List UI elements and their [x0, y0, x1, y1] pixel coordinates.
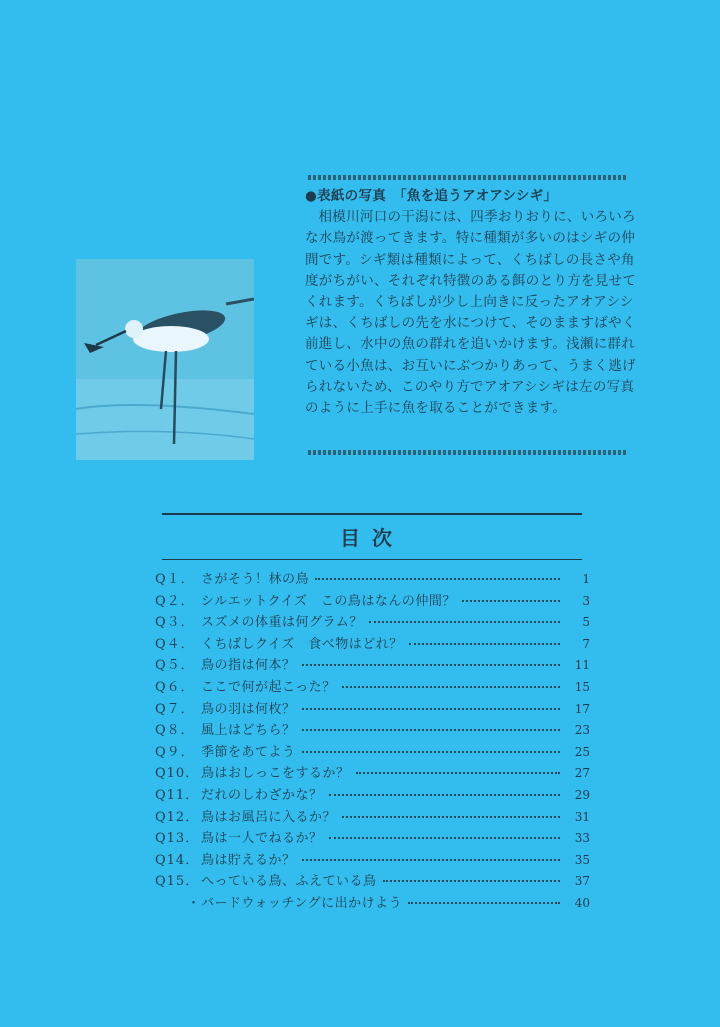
toc-item-title: へっている鳥、ふえている鳥	[201, 874, 377, 890]
toc-item-title: 鳥の指は何本？	[201, 658, 296, 674]
toc-item-title: 鳥は貯えるか？	[201, 852, 296, 868]
toc-leader-dots	[356, 771, 560, 774]
toc-item-number: Q12．	[155, 809, 200, 825]
toc-leader-dots	[329, 836, 560, 839]
toc-item-number: Q11．	[155, 787, 200, 803]
toc-item-page: 29	[574, 787, 590, 802]
toc-item-page: 17	[574, 701, 590, 716]
toc-item-number: Q５．	[155, 658, 195, 674]
toc-leader-dots	[342, 685, 560, 688]
toc-item-page: 33	[574, 831, 590, 846]
toc-item	[155, 569, 590, 591]
toc-item	[155, 699, 590, 721]
toc-item-title: さがそう！林の鳥	[201, 572, 310, 587]
toc-item-number: ・	[186, 895, 201, 911]
toc-leader-dots	[342, 815, 560, 818]
toc-item-title: 鳥は一人でねるか？	[201, 831, 323, 847]
toc-item-title: だれのしわざかな？	[201, 787, 323, 803]
toc-item-page: 5	[582, 615, 590, 630]
toc-item-number: Q８．	[155, 723, 195, 739]
toc-item-page: 27	[574, 766, 590, 781]
toc-item-number: Q９．	[155, 744, 195, 760]
toc-item-number: Q２．	[155, 593, 195, 609]
toc-item-number: Q10．	[155, 766, 200, 782]
toc-item	[155, 655, 590, 677]
toc-item-title: 鳥はお風呂に入るか？	[201, 809, 337, 825]
toc-leader-dots	[302, 858, 560, 861]
toc-item	[155, 871, 590, 893]
toc-item-page: 3	[582, 593, 590, 608]
toc-leader-dots	[315, 577, 560, 580]
toc-item	[155, 742, 590, 764]
cover-caption-heading: ●表紙の写真 「魚を追うアオアシシギ」	[305, 188, 558, 204]
caption-bottom-border	[308, 450, 626, 455]
toc-item-number: Q13．	[155, 831, 200, 847]
toc-item-page: 35	[574, 852, 590, 867]
toc-item-number: Q14．	[155, 852, 200, 868]
toc-top-rule	[162, 513, 582, 515]
toc-item-number: Q15．	[155, 874, 200, 890]
toc-item	[155, 634, 590, 656]
toc-item-page: 37	[574, 874, 590, 889]
toc-title: 目次	[340, 526, 404, 550]
toc-item	[155, 763, 590, 785]
toc-item-title: シルエットクイズ この鳥はなんの仲間？	[201, 593, 456, 609]
toc-item	[155, 591, 590, 613]
toc-item-number: Q７．	[155, 701, 195, 717]
toc-item	[155, 850, 590, 872]
toc-item-number: Q６．	[155, 679, 195, 695]
toc-item-page: 1	[582, 572, 590, 586]
toc-item-title: 鳥の羽は何枚？	[201, 701, 296, 717]
toc-item-page: 40	[574, 895, 590, 910]
toc-leader-dots	[329, 793, 560, 796]
toc-bottom-rule	[162, 559, 582, 560]
toc-item-number: Q４．	[155, 636, 195, 652]
cover-photo-bird	[76, 259, 254, 460]
caption-top-border	[308, 175, 626, 180]
toc-leader-dots	[409, 642, 560, 645]
toc-item-page: 15	[574, 679, 590, 694]
toc-item	[155, 677, 590, 699]
cover-caption	[305, 186, 640, 419]
toc-item	[155, 828, 590, 850]
toc-item	[155, 612, 590, 634]
toc-item	[155, 893, 590, 915]
toc-item-title: 風上はどちら？	[201, 723, 296, 739]
table-of-contents	[155, 569, 590, 915]
cover-caption-body: 相模川河口の干潟には、四季おりおりに、いろいろな水鳥が渡ってきます。特に種類が多いのはシギの仲間です。シギ類は種類によって、くちばしの長さや角度がちがい、それぞれ特徴のある餌のとり方を見せてくれます。くちばしが少し上向きに反ったアオアシシギは、くちばしの先を水につけて、そのまますばやく前進し、水中の魚の群れを追いかけます。浅瀬に群れている小魚は、お互いにぶつかりあって、うまく逃げられないため、このやり方でアオアシシギは左の写真のように上手に魚を取ることができます。	[305, 209, 637, 417]
toc-leader-dots	[302, 728, 560, 731]
toc-item-page: 25	[574, 744, 590, 759]
toc-item-title: スズメの体重は何グラム？	[201, 615, 363, 631]
toc-leader-dots	[462, 599, 560, 602]
toc-leader-dots	[369, 620, 560, 623]
toc-item	[155, 807, 590, 829]
toc-leader-dots	[302, 750, 560, 753]
toc-item-page: 11	[574, 658, 590, 673]
toc-item-number: Q３．	[155, 615, 195, 631]
toc-leader-dots	[383, 879, 560, 882]
toc-item	[155, 720, 590, 742]
toc-leader-dots	[408, 901, 560, 904]
toc-item-page: 31	[574, 809, 590, 824]
toc-item-title: バードウォッチングに出かけよう	[201, 895, 403, 911]
toc-item-number: Q１．	[155, 572, 195, 587]
toc-item	[155, 785, 590, 807]
toc-item-title: 鳥はおしっこをするか？	[201, 766, 350, 782]
toc-item-title: 季節をあてよう	[201, 744, 296, 760]
toc-item-title: くちばしクイズ 食べ物はどれ？	[201, 636, 403, 652]
toc-item-page: 7	[582, 636, 590, 651]
toc-item-title: ここで何が起こった？	[201, 679, 336, 695]
toc-item-page: 23	[574, 723, 590, 738]
toc-leader-dots	[302, 707, 560, 710]
toc-leader-dots	[302, 663, 560, 666]
